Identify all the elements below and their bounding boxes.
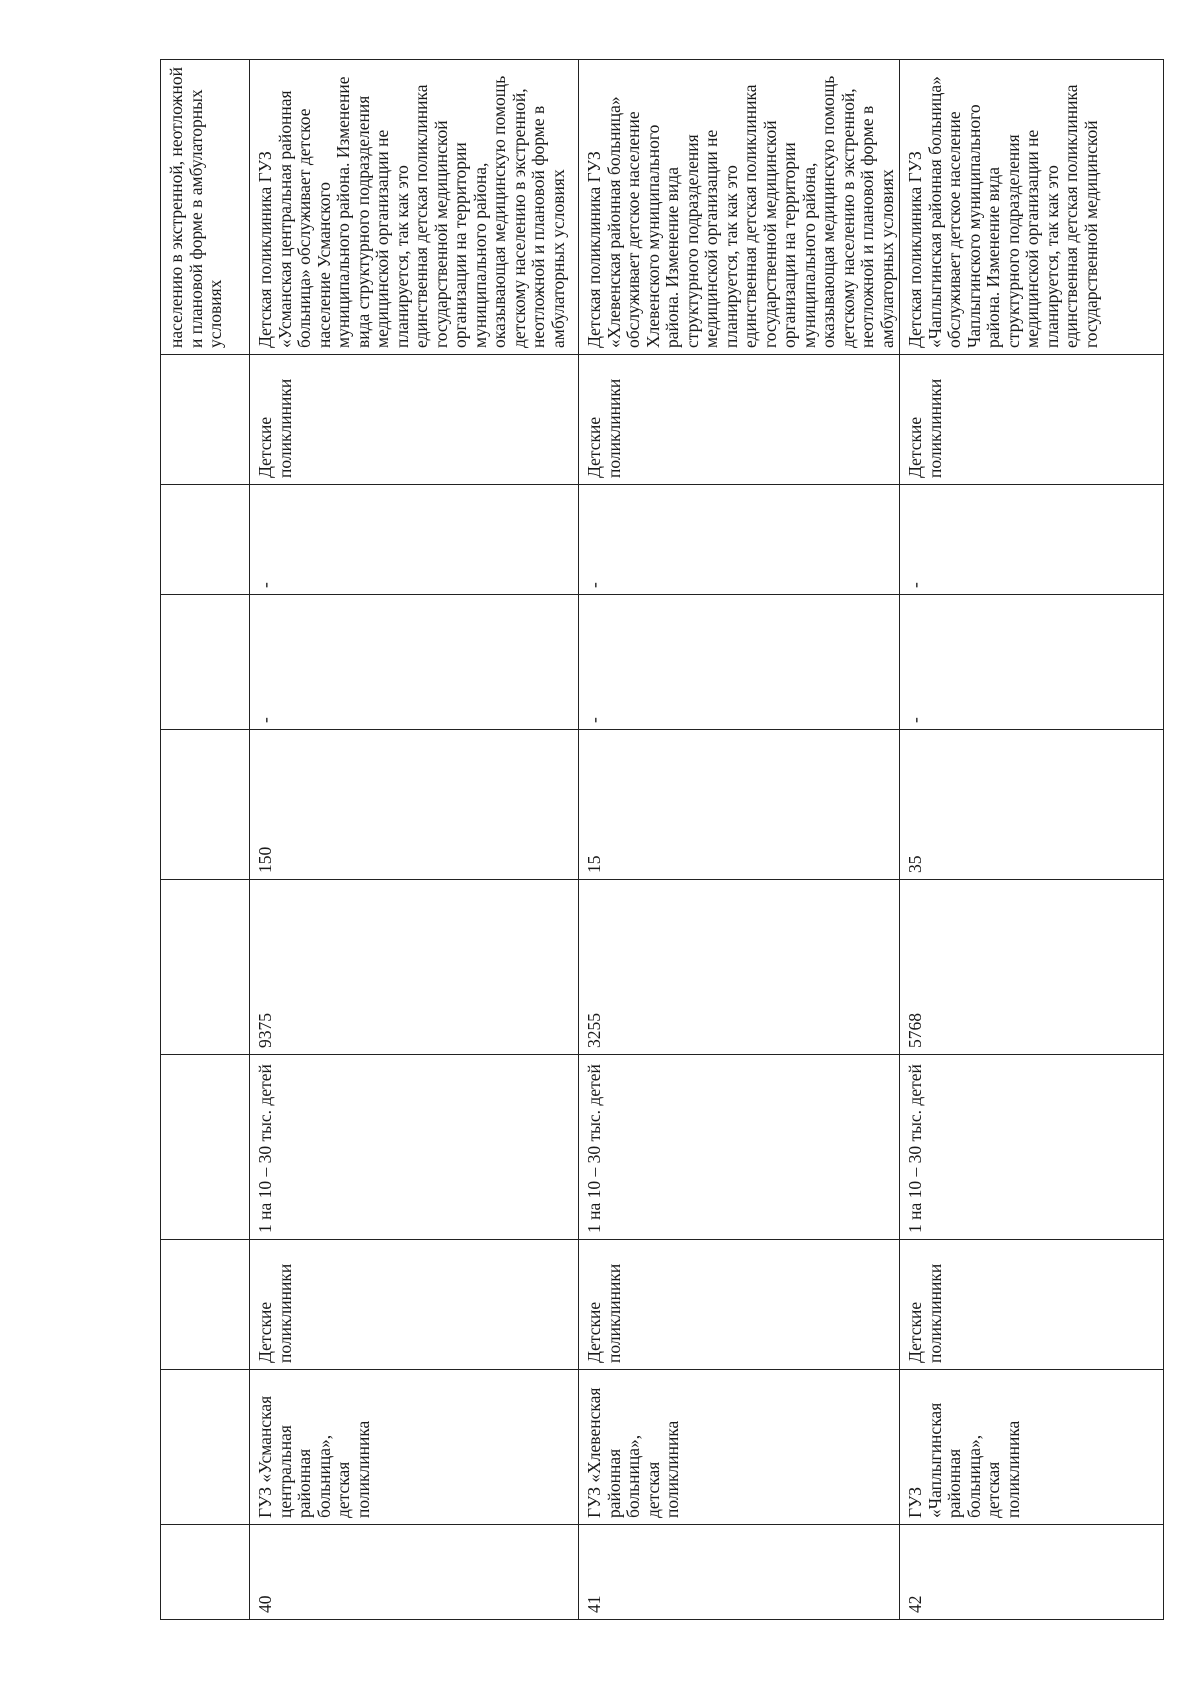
organization-name: ГУЗ «Хлевенская районная больница», детская поликлиника (579, 1370, 900, 1525)
table-row (900, 60, 1164, 1620)
facilities-table (160, 59, 1164, 1620)
cont-cell-9 (161, 355, 250, 485)
cont-cell-4 (161, 1055, 250, 1240)
dash-cell: - (250, 595, 579, 730)
cont-cell-1 (161, 1525, 250, 1620)
population-value: 3255 (579, 880, 900, 1055)
rotated-page (160, 60, 1115, 1620)
row-number: 40 (250, 1525, 579, 1620)
note-text: Детская поликлиника ГУЗ «Усманская центральная районная больница» обслуживает детское население Усманского муниципального района. Изменение вида структурного подразделения медицинской организации не планируется, так как это единственная детская поликлиника государственной медицинской организации на территории муниципального района, оказывающая медицинскую помощь детскому населению в экстренной, неотложной и плановой форме в амбулаторных условиях (250, 60, 579, 355)
cont-cell-2 (161, 1370, 250, 1525)
capacity-value: 15 (579, 730, 900, 880)
dash-cell: - (579, 595, 900, 730)
dash-cell: - (900, 595, 1164, 730)
facility-type-target: Детские поликлиники (579, 355, 900, 485)
facility-type: Детские поликлиники (900, 1240, 1164, 1370)
row-number: 42 (900, 1525, 1164, 1620)
organization-name: ГУЗ «Чаплыгинская районная больница», детская поликлиника (900, 1370, 1164, 1525)
facility-type-target: Детские поликлиники (250, 355, 579, 485)
dash-cell: - (579, 485, 900, 595)
table-row (579, 60, 900, 1620)
norm-value: 1 на 10 – 30 тыс. детей (579, 1055, 900, 1240)
row-number: 41 (579, 1525, 900, 1620)
capacity-value: 35 (900, 730, 1164, 880)
cont-cell-7 (161, 595, 250, 730)
facility-type: Детские поликлиники (250, 1240, 579, 1370)
note-text: Детская поликлиника ГУЗ «Хлевенская районная больница» обслуживает детское население Хлевенского муниципального района. Изменение вида структурного подразделения медицинской организации не планируется, так как это единственная детская поликлиника государственной медицинской организации на территории муниципального района, оказывающая медицинскую помощь детскому населению в экстренной, неотложной и плановой форме в амбулаторных условиях (579, 60, 900, 355)
continuation-text: населению в экстренной, неотложной и плановой форме в амбулаторных условиях (161, 60, 250, 355)
cont-cell-6 (161, 730, 250, 880)
dash-cell: - (900, 485, 1164, 595)
norm-value: 1 на 10 – 30 тыс. детей (250, 1055, 579, 1240)
dash-cell: - (250, 485, 579, 595)
norm-value: 1 на 10 – 30 тыс. детей (900, 1055, 1164, 1240)
table-row (250, 60, 579, 1620)
note-text: Детская поликлиника ГУЗ «Чаплыгинская районная больница» обслуживает детское население Чаплыгинского муниципального района. Изменение вида структурного подразделения медицинской организации не планируется, так как это единственная детская поликлиника государственной медицинской (900, 60, 1164, 355)
facility-type-target: Детские поликлиники (900, 355, 1164, 485)
organization-name: ГУЗ «Усманская центральная районная больница», детская поликлиника (250, 1370, 579, 1525)
population-value: 9375 (250, 880, 579, 1055)
continuation-row (161, 60, 250, 1620)
cont-cell-5 (161, 880, 250, 1055)
cont-cell-3 (161, 1240, 250, 1370)
facility-type: Детские поликлиники (579, 1240, 900, 1370)
population-value: 5768 (900, 880, 1164, 1055)
cont-cell-8 (161, 485, 250, 595)
capacity-value: 150 (250, 730, 579, 880)
